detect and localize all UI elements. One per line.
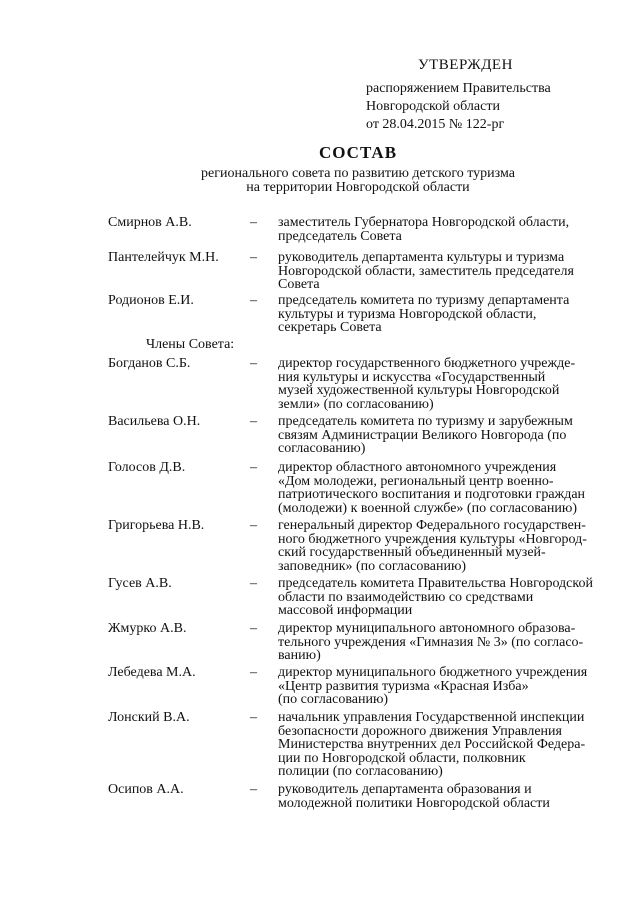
subtitle-line-2: на территории Новгородской области xyxy=(246,180,470,195)
member-role: начальник управления Государственной инспекции безопасности дорожного движения Управления Министерства внутренних дел Российской Федера- ции по Новгородской области, полковник полиции (по согласованию) xyxy=(278,710,586,779)
dash-separator: – xyxy=(250,356,257,371)
document-title: СОСТАВ xyxy=(318,143,398,162)
member-name: Лебедева М.А. xyxy=(108,665,196,680)
member-name: Гусев А.В. xyxy=(108,576,172,591)
member-role: директор областного автономного учреждения «Дом молодежи, региональный центр военно- патриотического воспитания и подготовки граждан (молодежи) к военной службе» (по согласованию) xyxy=(278,460,586,516)
member-name: Григорьева Н.В. xyxy=(108,518,205,533)
subtitle-line-1: регионального совета по развитию детского туризма xyxy=(201,166,515,181)
dash-separator: – xyxy=(250,782,257,797)
member-role: директор государственного бюджетного учрежде- ния культуры и искусства «Государственный музей художественной культуры Новгородской земли» (по согласованию) xyxy=(278,356,576,412)
dash-separator: – xyxy=(250,665,257,680)
member-name: Лонский В.А. xyxy=(108,710,190,725)
approval-line-2: Новгородской области xyxy=(366,99,500,114)
member-name: Голосов Д.В. xyxy=(108,460,186,475)
members-section-heading: Члены Совета: xyxy=(146,337,235,352)
member-name: Жмурко А.В. xyxy=(108,621,187,636)
dash-separator: – xyxy=(250,621,257,636)
dash-separator: – xyxy=(250,576,257,591)
dash-separator: – xyxy=(250,414,257,429)
member-role: руководитель департамента образования и молодежной политики Новгородской области xyxy=(278,782,550,811)
member-role: генеральный директор Федерального государствен- ного бюджетного учреждения культуры «Новгород- ский государственный объединенный музей- заповедник» (по согласованию) xyxy=(278,518,587,574)
dash-separator: – xyxy=(250,215,257,230)
member-role: заместитель Губернатора Новгородской области, председатель Совета xyxy=(278,215,570,244)
member-name: Родионов Е.И. xyxy=(108,293,194,308)
member-name: Васильева О.Н. xyxy=(108,414,201,429)
dash-separator: – xyxy=(250,460,257,475)
member-role: председатель комитета по туризму департамента культуры и туризма Новгородской области, секретарь Совета xyxy=(278,293,570,335)
member-name: Богданов С.Б. xyxy=(108,356,191,371)
approval-line-3: от 28.04.2015 № 122-рг xyxy=(366,117,505,132)
member-name: Пантелейчук М.Н. xyxy=(108,250,219,265)
member-role: директор муниципального автономного образова- тельного учреждения «Гимназия № 3» (по согласо- ванию) xyxy=(278,621,584,663)
member-role: директор муниципального бюджетного учреждения «Центр развития туризма «Красная Изба» (по согласованию) xyxy=(278,665,588,707)
member-name: Смирнов А.В. xyxy=(108,215,192,230)
member-role: председатель комитета по туризму и зарубежным связям Администрации Великого Новгорода (по согласованию) xyxy=(278,414,573,456)
dash-separator: – xyxy=(250,710,257,725)
member-name: Осипов А.А. xyxy=(108,782,184,797)
member-role: руководитель департамента культуры и туризма Новгородской области, заместитель председателя Совета xyxy=(278,250,574,292)
approval-line-1: распоряжением Правительства xyxy=(366,81,551,96)
member-role: председатель комитета Правительства Новгородской области по взаимодействию со средствами массовой информации xyxy=(278,576,593,618)
dash-separator: – xyxy=(250,250,257,265)
approval-stamp-title: УТВЕРЖДЕН xyxy=(418,57,513,73)
dash-separator: – xyxy=(250,293,257,308)
dash-separator: – xyxy=(250,518,257,533)
